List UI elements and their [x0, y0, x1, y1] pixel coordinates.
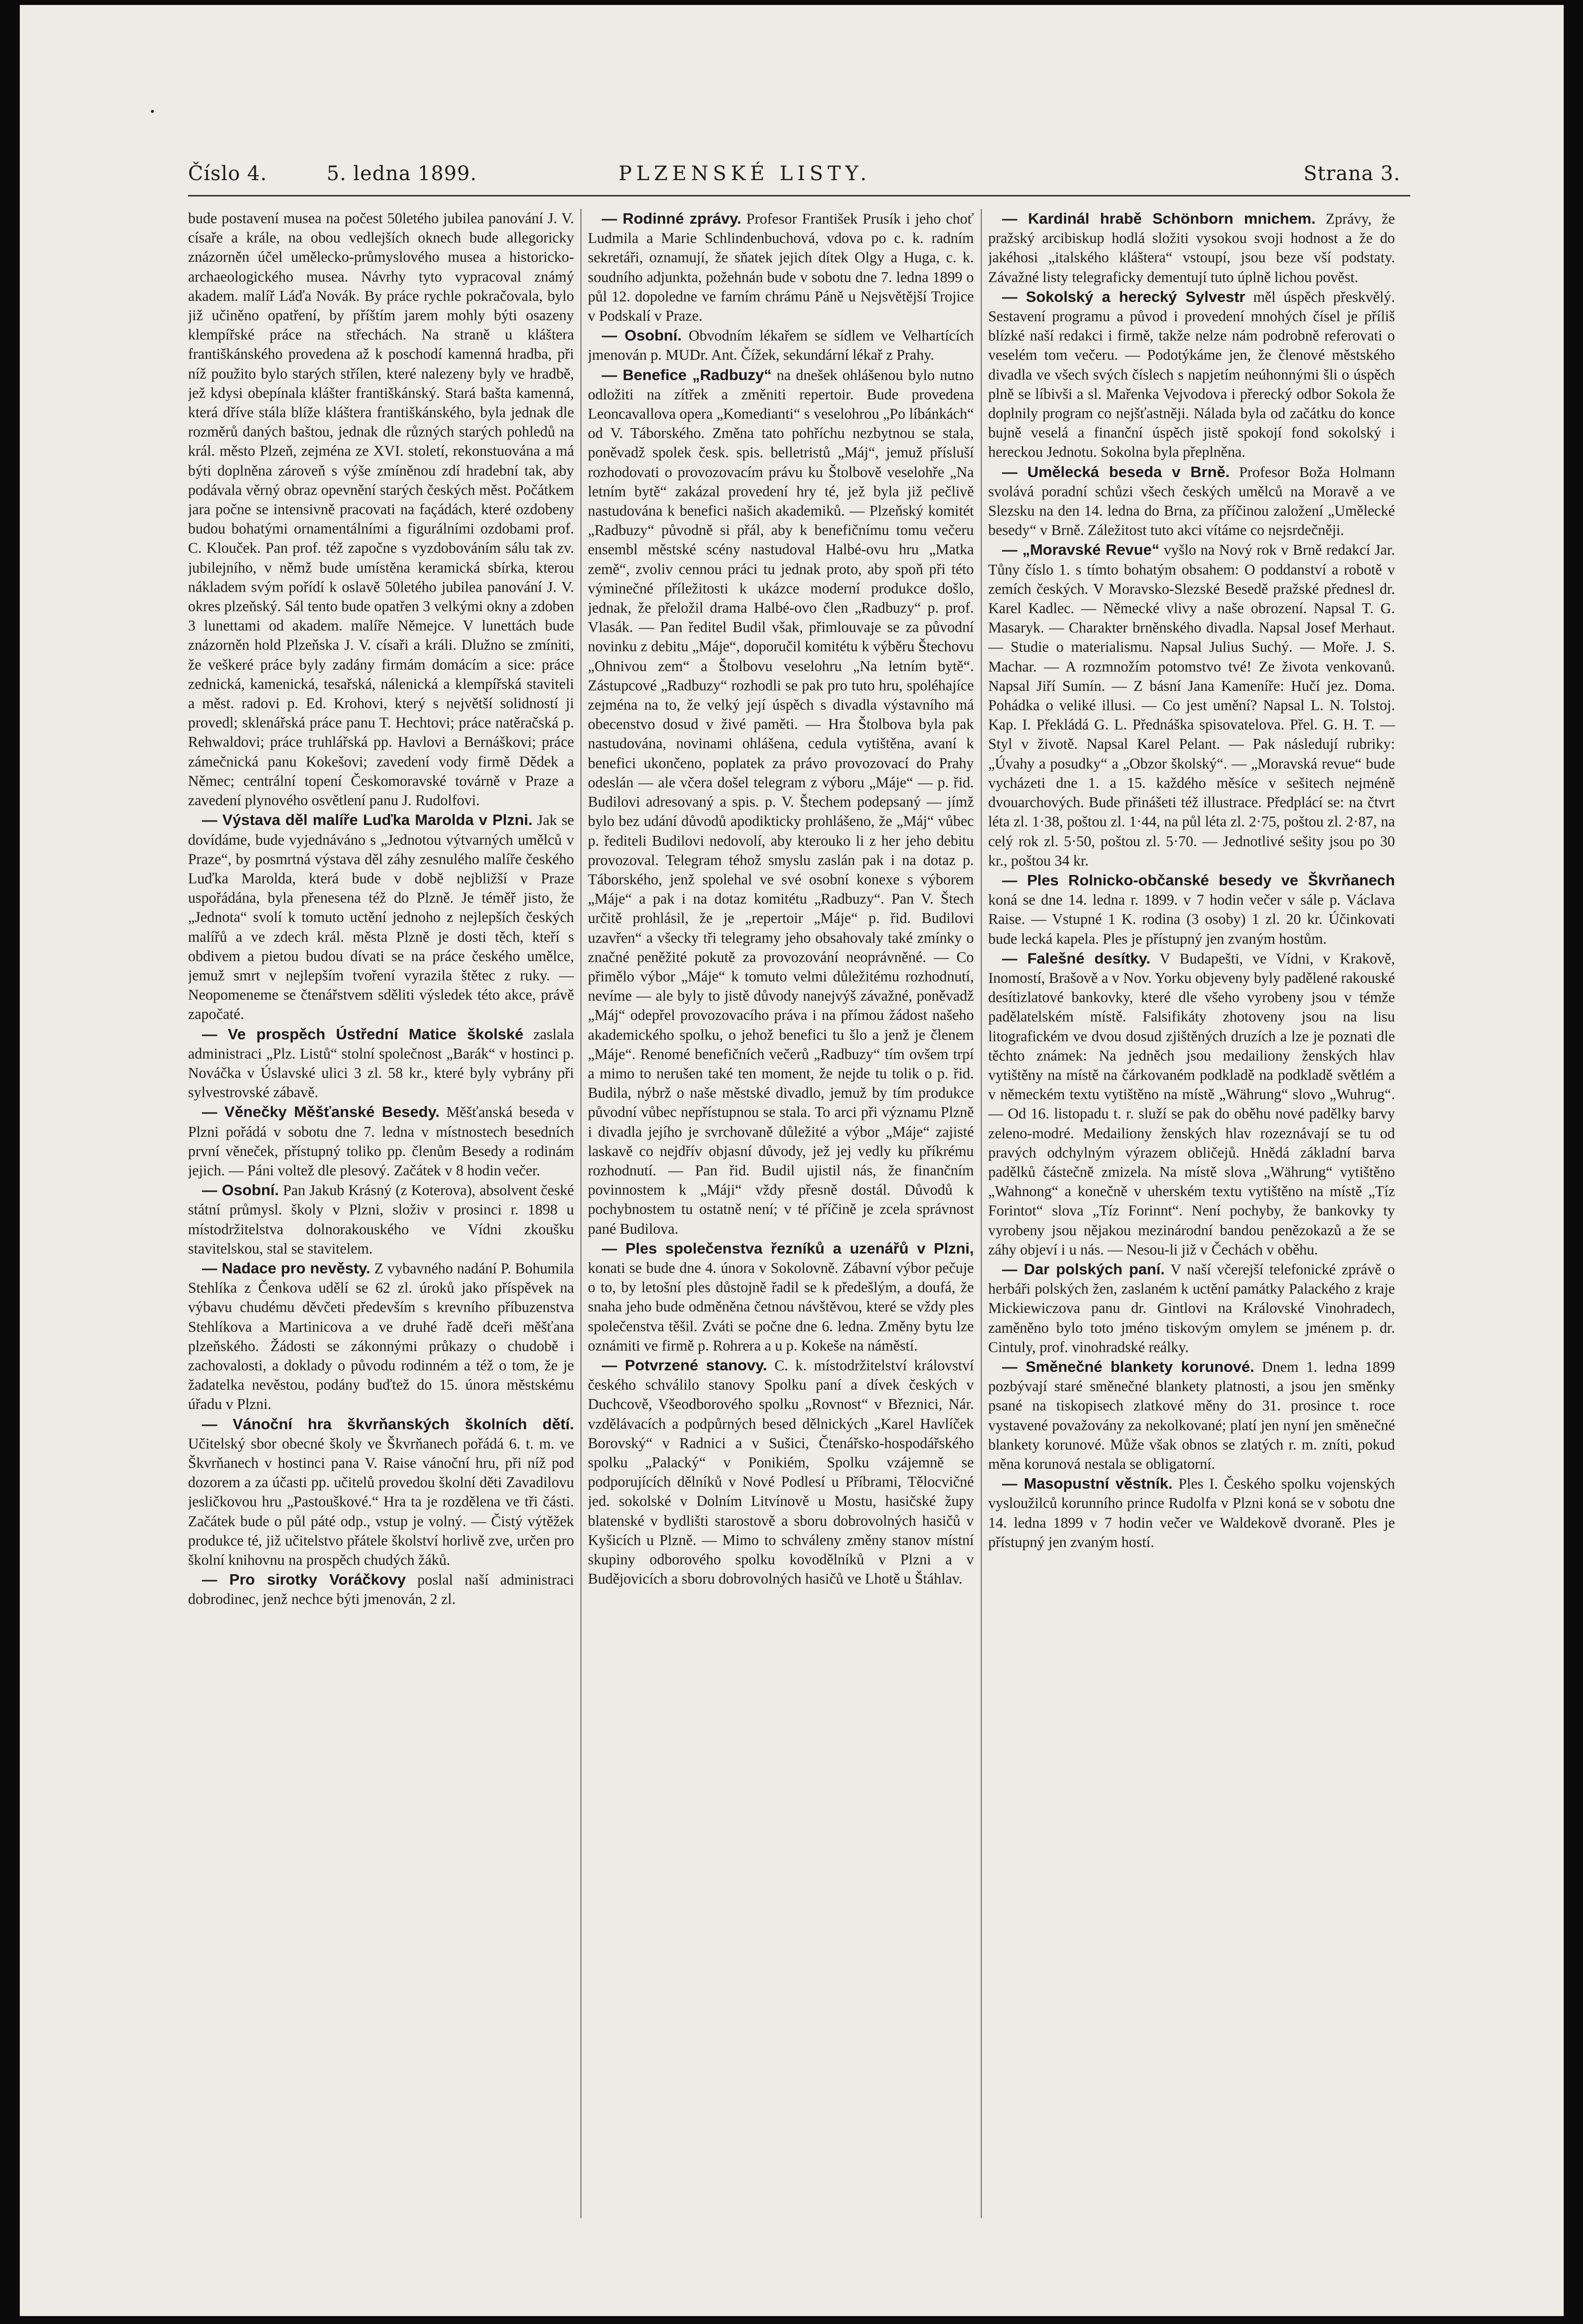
issue-number: Číslo 4.	[188, 162, 267, 185]
article-body: Učitelský sbor obecné školy ve Škvrňanech pořádá 6. t. m. ve Škvrňanech v hostinci pana V. Raise vánoční hru, při níž pod dozorem a za účasti pp. učitelů provedou školní děti Zavadilovu jesličkovou hru „Pastouškové.“ Hra ta je rozdělena ve tři části. Začátek bude o půl páté odp., vstup je volný. — Čistý výtěžek produkce té, již učitelstvo přátele školství horlivě zve, určen pro školní knihovnu na prospěch chudých žáků.	[188, 1435, 574, 1569]
column-2	[588, 209, 974, 2268]
article	[188, 810, 574, 1024]
article-body: vyšlo na Nový rok v Brně redakcí Jar. Tůny číslo 1. s tímto bohatým obsahem: O poddanství a robotě v zemích českých. V Moravsko-Slezské Besedě pražské přednesl dr. Karel Kadlec. — Německé vlivy a naše obrození. Napsal T. G. Masaryk. — Charakter brněnského divadla. Napsal Josef Merhaut. — Studie o materialismu. Napsal Julius Suchý. — Moře. J. S. Machar. — A rozmnožím potomstvo tvé! Ze života venkovanů. Napsal Jiří Sumín. — Z básní Jana Kameníře: Hučí jez. Doma. Pohádka o veliké illusi. — Co jest umění? Napsal L. N. Tolstoj. Kap. I. Překládá G. L. Přednáška spisovatelova. Přel. G. H. T. — Styl v životě. Napsal Karel Pelant. — Pak následují rubriky: „Úvahy a posudky“ a „Obzor školský“. — „Moravská revue“ bude vycházeti dne 1. a 15. každého měsíce v sešitech nejméně dvouarchových. Bude přinášeti též illustrace. Předplácí se: na čtvrt léta zl. 1·38, poštou zl. 1·44, na půl léta zl. 2·75, poštou zl. 2·87, na celý rok zl. 5·50, poštou zl. 5·70. — Jednotlivé sešity jsou po 30 kr., poštou 34 kr.	[988, 541, 1395, 869]
article-headline: — Potvrzené stanovy.	[602, 1356, 768, 1374]
article-headline: — Ples Rolnicko-občanské besedy ve Škvrňanech	[1002, 871, 1395, 889]
article	[588, 326, 974, 365]
article-headline: — Kardinál hrabě Schönborn mnichem.	[1002, 210, 1316, 227]
article	[988, 462, 1395, 540]
header-rule	[188, 195, 1410, 196]
article	[588, 209, 974, 326]
article	[188, 1259, 574, 1414]
article-headline: — Vánoční hra škvrňanských školních dětí.	[202, 1415, 574, 1433]
article	[188, 1570, 574, 1609]
article	[188, 1024, 574, 1103]
article-body: Pan Jakub Krásný (z Koterova), absolvent české státní průmysl. školy v Plzni, složiv v prosinci r. 1898 u místodržitelstva dolnorakouského ve Vídni zkoušku stavitelskou, stal se stavitelem.	[188, 1182, 574, 1257]
article-body: Dnem 1. ledna 1899 pozbývají staré směnečné blankety platnosti, a jsou jen směnky psané na tiskopisech zlatkové měny do 31. prosince t. roce vystavené považovány za nekolkované; platí jen nyní jen směnečné blankety korunové. Může však obnos se zlatých r. m. zníti, pokud měna korunová nestala se obligatorní.	[988, 1358, 1395, 1472]
article	[188, 209, 574, 810]
article-body: bude postavení musea na počest 50letého jubilea panování J. V. císaře a krále, na obou vedlejších oknech bude allegoricky znázorněn účel umělecko-průmyslového musea a historicko-archaeologického musea. Návrhy tyto vypracoval známý akadem. malíř Láďa Novák. By práce rychle pokračovala, bylo již učiněno opatření, by příštím jarem mohly býti osazeny klempířské práce na střechách. Na straně u kláštera františkánského provedena až k poschodí kamenná hradba, při níž použito bylo starých střílen, které nalezeny byly ve hradbě, jež kdysi obepínala klášter františkánský. Stará bašta kamenná, která dříve stála blíže kláštera františkánského, byla jednak dle rozměrů daných baštou, jednak dle různých starých pohledů na král. město Plzeň, zejména ze XVI. století, rekonstuována a má býti doplněna zároveň s výše zmíněnou zdí hradební tak, aby podávala věrný obraz opevnění starých českých měst. Počátkem jara počne se intensivně pracovati na façádách, které ozdobeny budou bohatými ornamentálními a figurálními ozdobami prof. C. Klouček. Pan prof. též započne s vyzdobováním sálu tak zv. jubilejního, v němž bude umístěna keramická sbírka, kterou nákladem svým pořídí k oslavě 50letého jubilea panování J. V. okres plzeňský. Sál tento bude opatřen 3 velkými okny a zdoben 3 lunettami od akadem. malíře Němejce. V lunettách bude znázorněn hold Plzeňska J. V. císaři a králi. Dlužno se zmíniti, že veškeré práce byly zadány firmám domácím a sice: práce zednická, kamenická, tesařská, nálenická a klempířská staviteli a měst. radovi p. Ed. Krohovi, který s největší solidností ji provedl; sklenářská práce panu T. Hechtovi; práce natěračská p. Rehwaldovi; práce truhlářská pp. Havlovi a Bernáškovi; práce zámečnická panu Kokešovi; zavedení vody firmě Dědek a Němec; centrální topení Českomoravské továrně v Praze a zavedení plynového osvětlení panu J. Rudolfovi.	[188, 210, 574, 809]
article	[988, 1259, 1395, 1357]
article-body: V Budapešti, ve Vídni, v Krakově, Inomostí, Brašově a v Nov. Yorku objeveny byly padělené rakouské desítizlatové bankovky, které dle všeho vyrobeny jsou v témže padělatelském místě. Falsifikáty zhotoveny jsou na lisu litografickém ve dvou dosud zjištěných druzích a lze je poznati dle těchto známek: Na jedněch jsou medailiony ženských hlav vytištěny na místě na čárkovaném podkladě na podkladě světlém a v německém textu vytištěno na místě „Währung“ slovo „Wuhrug“. — Od 16. listopadu t. r. služí se pak do oběhu nové padělky barvy zeleno-modré. Medailiony ženských hlav rozeznávají se tu od pravých odchylným výrazem obličejů. Hnědá základní barva padělků částečně zmizela. Na místě slova „Währung“ vytištěno „Wahnong“ a konečně v uherském textu vytištěno na místě „Tíz Forintot“ slova „Tíz Forinnt“. Není pochyby, že bankovky ty vyrobeny jsou nějakou mezinárodní bandou penězokazů a že se záhy objeví i u nás. — Nesou-li již v Čechách v oběhu.	[988, 950, 1395, 1258]
ink-speck	[151, 110, 154, 113]
article-body: Zprávy, že pražský arcibiskup hodlá složiti vysokou svoji hodnost a že do jakéhosi „italského kláštera“ vstoupí, jsou beze vší podstaty. Závažné listy telegraficky dementují tuto úplně lichou pověst.	[988, 210, 1395, 286]
column-divider	[981, 209, 982, 2218]
article-body: konati se bude dne 4. února v Sokolovně. Zábavní výbor pečuje o to, by letošní ples důstojně řadil se k předešlým, a doufá, že snaha jeho bude odměněna četnou návštěvou, které se vždy ples společenstva těšil. Zváti se počne dne 6. ledna. Změny bytu lze oznámiti ve firmě p. Rohrera a u p. Kokeše na náměstí.	[588, 1259, 974, 1354]
page-header	[188, 162, 1400, 192]
article-body: měl úspěch přeskvělý. Sestavení programu a původ i provedení mnohých čísel je příliš blízké naší redakci i firmě, takže nelze nám podrobně referovati o veselém tom večeru. — Podotýkáme jen, že členové městského divadla ve všech svých číslech s napjetím neúhonnými šli o úspěch plně se líbivši a sl. Mařenka Vejvodova i přerecký odbor Sokola že doplnily program co nejšťastněji. Nálada byla od začátku do konce bujně veselá a finanční úspěch jistě spokojí fond sokolský i hereckou Jednotu. Sokolna byla přeplněna.	[988, 288, 1395, 461]
article	[588, 365, 974, 1239]
article-body: Z vybavného nadání P. Bohumila Stehlíka z Čenkova udělí se 62 zl. úroků jako příspěvek na výbavu chudému děvčeti především s krevního příbuzenstva Stehlíkova a Martinicova a ve druhé řadě dceři měšťana plzeňského. Žádosti se zákonnými průkazy o chudobě i zachovalosti, a doklady o původu rodinném a též o tom, že je žadatelka nevěstou, podány buďtež do 15. února městskému úřadu v Plzni.	[188, 1259, 574, 1413]
article	[988, 871, 1395, 949]
page-number: Strana 3.	[1303, 162, 1400, 185]
issue-date: 5. ledna 1899.	[327, 162, 477, 185]
article-body: V naší včerejší telefonické zprávě o herbáři polských žen, zaslaném k uctění památky Palackého z kraje Mickiewiczova panu dr. Gintlovi na Královské Vinohradech, zaměněno bylo toto jméno tiskovým omylem se jménem p. dr. Cintuly, prof. vinohradské reálky.	[988, 1260, 1395, 1356]
column-divider	[580, 209, 581, 2218]
article	[188, 1414, 574, 1570]
article-headline: — Benefice „Radbuzy“	[602, 366, 772, 384]
article-body: C. k. místodržitelství království českého schválilo stanovy Spolku paní a dívek českých v Duchcově, Všeodborového spolku „Rovnost“ v Březnici, Nár. vzdělávacích a podpůrných besed dělnických „Karel Havlíček Borovský“ v Radnici a v Sušici, Čtenářsko-hospodářského spolku „Palacký“ v Ponikiém, Spolku vzájemně se podporujících dělníků v Nové Podlesí u Příbrami, Tělocvičné jed. sokolské v Dolním Litvínově u Mostu, hasičské župy blatenské v bydlišti starostově a sboru dobrovolných hasičů v Kyšicích u Plzně. — Mimo to schváleny změny stanov místní skupiny odborového spolku kovodělníků v Plzni a v Budějovicích a sboru dobrovolných hasičů ve Lhotě u Štáhlav.	[588, 1356, 974, 1588]
article-headline: — „Moravské Revue“	[1002, 541, 1159, 559]
article-headline: — Věnečky Měšťanské Besedy.	[202, 1103, 440, 1121]
article-body: Profesor František Prusík i jeho choť Ludmila a Marie Schlindenbuchová, vdova po c. k. radním sekretáři, oznamují, že sňatek jejich dítek Olgy a Huga, c. k. soudního adjunkta, požehnán bude v sobotu dne 7. ledna 1899 o půl 12. dopoledne ve farním chrámu Páně u Nejsvětější Trojice v Podskalí v Praze.	[588, 210, 974, 325]
article-headline: — Ve prospěch Ústřední Matice školské	[202, 1025, 524, 1043]
article	[588, 1356, 974, 1589]
article-body: Ples I. Českého spolku vojenských vysloužilců korunního prince Rudolfa v Plzni koná se v sobotu dne 14. ledna 1899 v 7 hodin večer ve Waldekově dvoraně. Ples je přístupný jen zvaným hostí.	[988, 1475, 1395, 1550]
article-body: poslal naší administraci dobrodinec, jenž nechce býti jmenován, 2 zl.	[188, 1571, 574, 1608]
article-headline: — Osobní.	[202, 1181, 279, 1199]
column-3	[988, 209, 1395, 2268]
article-headline: — Pro sirotky Voráčkovy	[202, 1571, 406, 1589]
article-headline: — Směnečné blankety korunové.	[1002, 1357, 1254, 1375]
article	[988, 1357, 1395, 1474]
article	[588, 1239, 974, 1356]
article-body: koná se dne 14. ledna r. 1899. v 7 hodin večer v sále p. Václava Raise. — Vstupné 1 K. rodina (3 osoby) 1 zl. 20 kr. Účinkovati bude lecká kapela. Ples je přístupný jen zvaným hostům.	[988, 891, 1395, 947]
article-headline: — Rodinné zprávy.	[602, 210, 742, 227]
newspaper-page	[20, 5, 1564, 2316]
article	[988, 287, 1395, 462]
article-headline: — Osobní.	[602, 327, 682, 344]
article	[188, 1102, 574, 1180]
article	[988, 1474, 1395, 1552]
article-body: na dnešek ohlášenou bylo nutno odložiti na zítřek a změniti repertoir. Bude provedena Leoncavallova opera „Komedianti“ s veselohrou „Po líbánkách“ od V. Táborského. Změna tato pohříchu nezbytnou se stala, poněvadž spolek česk. spis. belletristů „Máj“, jemuž přísluší rozhodovati o provozovacím právu ku Štolbově veselohře „Na letním bytě“ zakázal provedení hry té, jež byla již pečlivě nastudována k benefici našich akademiků. — Plzeňský komitét „Radbuzy“ původně si přál, aby k benefičnímu tomu večeru ensembl městské scény nastudoval Halbé-ovu hru „Matka země“, zvoliv cennou práci tu jednak proto, aby spoň při této výminečné příležitosti k ukázce moderní produkce došlo, jednak, že přeložil drama Halbé-ovo člen „Radbuzy“ p. prof. Vlasák. — Pan ředitel Budil však, přimlouvaje se za původní novinku z debitu „Máje“, doporučil komitétu k výběru Štechovu „Ohnivou zem“ a Štolbovu veselohru „Na letním bytě“. Zástupcové „Radbuzy“ rozhodli se pak pro tuto hru, spoléhajíce zejména na to, že velký její úspěch s divadla výstavního má obecenstvo dosud v živé paměti. — Hra Štolbova byla pak nastudována, novinami ohlášena, cedula vytištěna, avaní k benefici ukončeno, poplatek za právo provozovací do Prahy odeslán — ale včera došel telegram z výboru „Máje“ — p. řid. Budilovi adresovaný a spis. p. V. Štechem podepsaný — jímž bylo bez udání důvodů apodikticky prohlášeno, že „Máj“ vůbec p. řediteli Budilovi nedovolí, aby kterouko li z her jeho debitu provozoval. Telegram téhož smyslu zaslán pak i na dotaz p. Táborského, jenž spolehal ve své osobní konexe s výborem „Máje“ a pak i na dotaz komitétu „Radbuzy“. Pan V. Štech určitě prohlásil, že je „repertoir „Máje“ p. řid. Budilovi uzavřen“ a všecky tři telegramy jeho obsahovaly také zmínky o značné peněžité pokutě za provozování neoprávněné. — Co přimělo výbor „Máje“ k tomuto velmi důležitému rozhodnutí, nevíme — ale byly to jistě důvody nanejvýš závažné, poněvadž „Máj“ odepřel provozovacího práva i na přímou žádost našeho akademického spolku, o jehož benefici tu šlo a jenž je členem „Máje“. Renomé benefičních večerů „Radbuzy“ tím ovšem trpí a mimo to nerušen také ten moment, že nejde tu tolik o p. řid. Budila, nýbrž o naše městské divadlo, jemuž by tím produkce původní vůbec nepřístupnou se stala. To arci při významu Plzně i divadla jejího je svrchovaně důležité a výbor „Máje“ zajisté laskavě co nejdřív objasní důvody, jež jej vedly ku příkrému rozhodnutí. — Pan řid. Budil ujistil nás, že finančním povinnostem k „Máji“ vždy přesně dostál. Důvodů k pochybnostem tu ostatně není; v té příčině je zcela správnost pané Budilova.	[588, 366, 974, 1237]
article	[988, 949, 1395, 1259]
article-headline: — Výstava děl malíře Luďka Marolda v Plzni.	[202, 811, 533, 829]
article	[988, 540, 1395, 870]
article-body: Profesor Boža Holmann svolává poradní schůzi všech českých umělců na Moravě a ve Slezsku na den 14. ledna do Brna, za příčinou založení „Umělecké besedy“ v Brně. Záležitost tuto akci vítáme co nejsrdečněji.	[988, 463, 1395, 539]
article	[188, 1180, 574, 1259]
article-body: Jak se dovídáme, bude vyjednáváno s „Jednotou výtvarných umělců v Praze“, by posmrtná výstava děl záhy zesnulého malíře českého Luďka Marolda, která bude v době nejbližší v Praze uspořádána, byla přenesena též do Plzně. Je téměř jisto, že „Jednota“ svolí k tomuto uctění jednoho z nejlepších českých malířů a ve zdech král. města Plzně je dosti těch, kteří s obdivem a pietou budou dívati se na práce českého umělce, jemuž smrt v nejlepším tvoření vyrazila štětec z ruky. — Neopomeneme se čtenářstvem sděliti výsledek této akce, právě započaté.	[188, 812, 574, 1023]
article-headline: — Dar polských paní.	[1002, 1260, 1165, 1278]
article-headline: — Nadace pro nevěsty.	[202, 1259, 371, 1277]
article	[988, 209, 1395, 287]
masthead-title: PLZENSKÉ LISTY.	[619, 162, 871, 185]
article-headline: — Falešné desítky.	[1002, 949, 1151, 967]
column-1	[188, 209, 574, 2268]
article-body: zaslala administraci „Plz. Listů“ stolní společnost „Barák“ v hostinci p. Nováčka v Úslavské ulici 3 zl. 58 kr., které byly vybrány při sylvestrovské zábavě.	[188, 1025, 574, 1101]
article-headline: — Umělecká beseda v Brně.	[1002, 463, 1230, 481]
article-headline: — Sokolský a herecký Sylvestr	[1002, 288, 1246, 305]
article-body: Měšťanská beseda v Plzni pořádá v sobotu dne 7. ledna v místnostech besedních první věneček, přístupný toliko pp. členům Besedy a rodinám jejich. — Páni voltež dle plesový. Začátek v 8 hodin večer.	[188, 1104, 574, 1179]
article-headline: — Masopustní věstník.	[1002, 1475, 1173, 1493]
article-headline: — Ples společenstva řezníků a uzenářů v Plzni,	[602, 1239, 974, 1257]
article-body: Obvodním lékařem se sídlem ve Velhartících jmenován p. MUDr. Ant. Čížek, sekundární lékař z Prahy.	[588, 327, 974, 364]
